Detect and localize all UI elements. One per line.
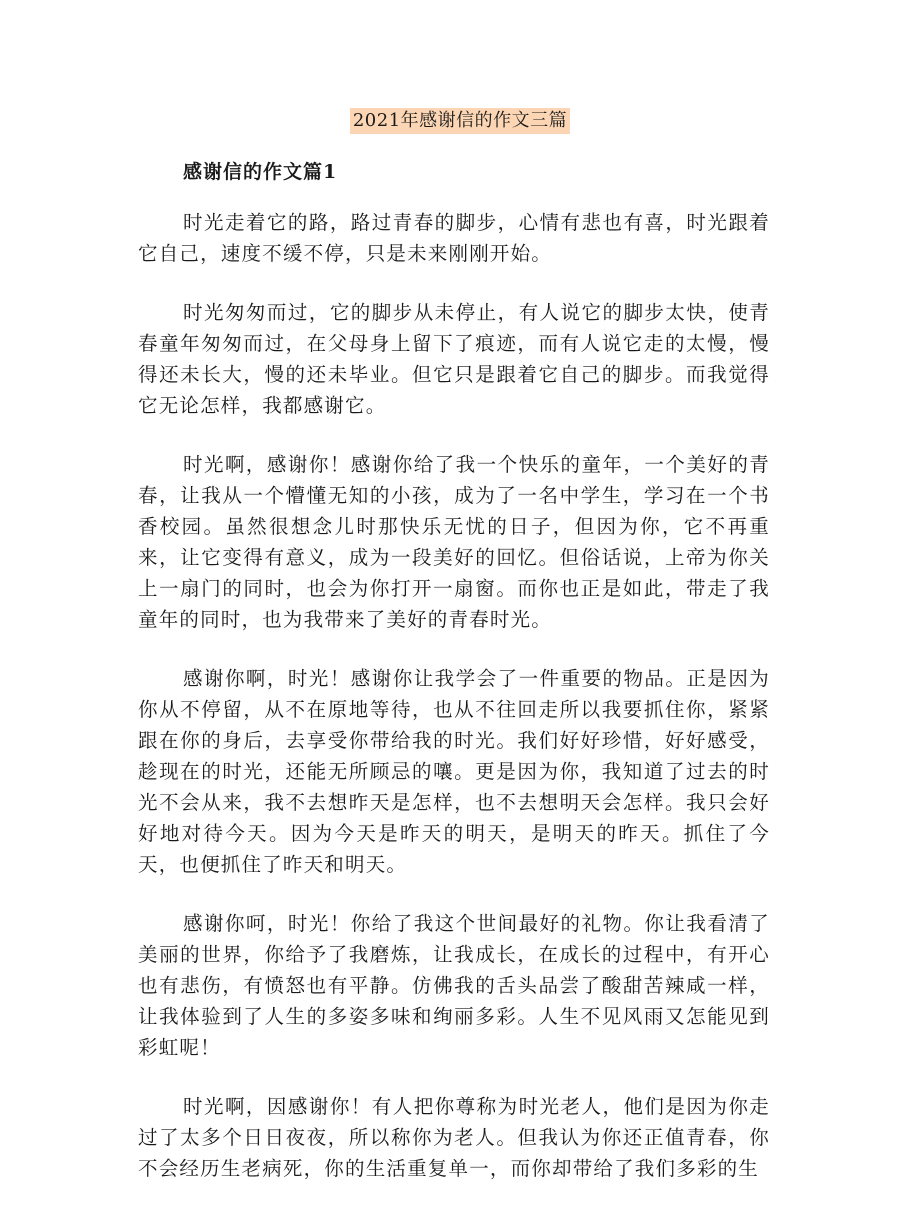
- paragraph-2: 时光匆匆而过，它的脚步从未停止，有人说它的脚步太快，使青春童年匆匆而过，在父母身上留下了痕迹，而有人说它走的太慢，慢得还未长大，慢的还未毕业。但它只是跟着它自己的脚步。而我觉得它无论怎样，我都感谢它。: [138, 301, 770, 417]
- document-title-row: [0, 108, 920, 134]
- paragraph-3: 时光啊，感谢你！感谢你给了我一个快乐的童年，一个美好的青春，让我从一个懵懂无知的小孩，成为了一名中学生，学习在一个书香校园。虽然很想念儿时那快乐无忧的日子，但因为你，它不再重来，让它变得有意义，成为一段美好的回忆。但俗话说，上帝为你关上一扇门的同时，也会为你打开一扇窗。而你也正是如此，带走了我童年的同时，也为我带来了美好的青春时光。: [138, 453, 770, 631]
- section-heading: 感谢信的作文篇1: [183, 161, 338, 183]
- paragraph-5: 感谢你呵，时光！你给了我这个世间最好的礼物。你让我看清了美丽的世界，你给予了我磨炼，让我成长，在成长的过程中，有开心也有悲伤，有愤怒也有平静。仿佛我的舌头品尝了酸甜苦辣咸一样，让我体验到了人生的多姿多味和绚丽多彩。人生不见风雨又怎能见到彩虹呢！: [138, 912, 770, 1059]
- document-body: [138, 207, 770, 1212]
- paragraph-4: 感谢你啊，时光！感谢你让我学会了一件重要的物品。正是因为你从不停留，从不在原地等待，也从不往回走所以我要抓住你，紧紧跟在你的身后，去享受你带给我的时光。我们好好珍惜，好好感受，趁现在的时光，还能无所顾忌的嚷。更是因为你，我知道了过去的时光不会从来，我不去想昨天是怎样，也不去想明天会怎样。我只会好好地对待今天。因为今天是昨天的明天，是明天的昨天。抓住了今天，也便抓住了昨天和明天。: [138, 667, 770, 876]
- document-title: 2021年感谢信的作文三篇: [350, 108, 570, 134]
- paragraph-6: 时光啊，因感谢你！有人把你尊称为时光老人，他们是因为你走过了太多个日日夜夜，所以称你为老人。但我认为你还正值青春，你不会经历生老病死，你的生活重复单一，而你却带给了我们多彩的生: [138, 1095, 770, 1180]
- paragraph-1: 时光走着它的路，路过青春的脚步，心情有悲也有喜，时光跟着它自己，速度不缓不停，只是未来刚刚开始。: [138, 211, 770, 265]
